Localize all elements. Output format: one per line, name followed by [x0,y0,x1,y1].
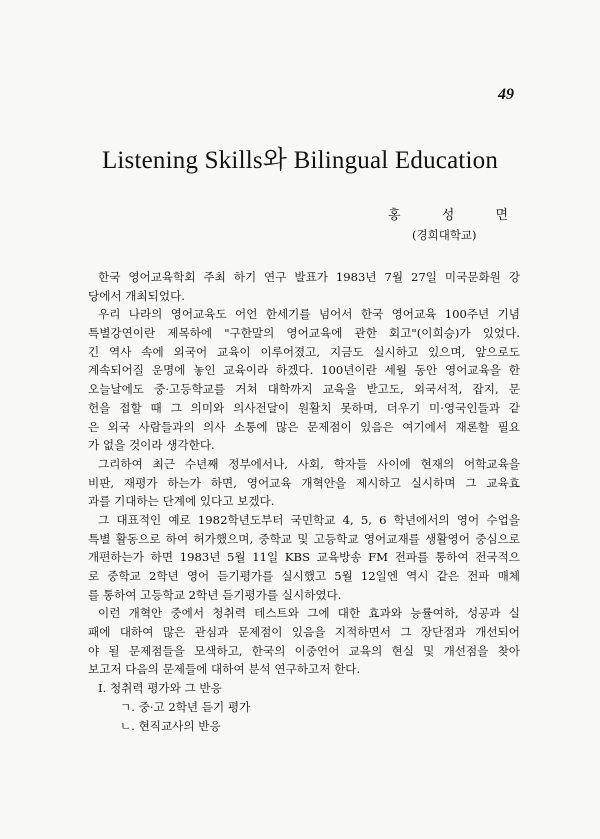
author-name [388,204,508,223]
article-title: Listening Skills와 Bilingual Education [101,147,499,174]
author-char: 성 [441,208,455,223]
outline-item: ㄱ. 중·고 2학년 듣기 평가 [120,699,251,714]
outline-item: I. 청취력 평가와 그 반응 [98,681,222,696]
text-line: 헌을 접할 때 그 의미와 의사전달이 원활치 못하며, 더우기 미·영국인들과 같 [88,400,520,415]
text-line: 비판, 재평가 하는가 하면, 영어교육 개혁안을 제시하고 실시하며 그 교육효 [88,475,520,490]
text-line: 은 외국 사람들과의 의사 소통에 많은 문제점이 있음은 여기에서 재론할 필요 [88,419,520,434]
body-text [88,268,520,735]
text-line: 보고저 다음의 문제들에 대하여 분석 연구하고저 한다. [88,662,361,677]
author-affiliation: (경희대학교) [412,228,477,242]
author-char: 면 [495,208,508,223]
text-line: 야 될 문제점들을 모색하고, 한국의 이중언어 교육의 현실 및 개선점을 찾아 [88,643,520,658]
outline-item: ㄴ. 현직교사의 반응 [120,718,221,733]
text-line: 특별강연이란 제목하에 "구한말의 영어교육에 관한 회고"(이희승)가 있었다. [88,326,520,341]
author-char: 홍 [388,208,401,223]
page-number: 49 [498,86,514,103]
text-line: 우리 나라의 영어교육도 어언 한세기를 넘어서 한국 영어교육 100주년 기념 [98,307,520,322]
text-line: 당에서 개최되었다. [88,288,185,303]
text-line: 과를 기대하는 단계에 있다고 보겠다. [88,494,275,509]
text-line: 그 대표적인 예로 1982학년도부터 국민학교 4, 5, 6 학년에서의 영어 수업을 [98,512,520,527]
text-line: 그리하여 최근 수년째 정부에서나, 사회, 학자들 사이에 현재의 어학교육을 [98,456,520,471]
text-line: 오늘날에도 중·고등학교를 거쳐 대학까지 교육을 받고도, 외국서적, 잡지, 문 [88,382,520,397]
text-line: 긴 역사 속에 외국어 교육이 이루어졌고, 지금도 실시하고 있으며, 앞으로도 [88,344,520,359]
text-line: 로 중학교 2학년 영어 듣기평가를 실시했고 5월 12일엔 역시 같은 전파 매체 [88,569,520,583]
text-line: 특별 활동으로 하여 허가했으며, 중학교 및 고등학교 영어교재를 생활영어 중심으로 [88,531,520,546]
text-line: 이런 개혁안 중에서 청취력 테스트와 그에 대한 효과와 능률여하, 성공과 실 [98,606,520,621]
text-line: 개편하는가 하면 1983년 5월 11일 KBS 교육방송 FM 전파를 통하여 전국적으 [88,550,520,565]
text-line: 가 없을 것이라 생각한다. [88,438,215,453]
text-line: 한국 영어교육학회 주최 하기 연구 발표가 1983년 7월 27일 미국문화원 강 [98,270,520,284]
text-line: 를 통하여 고등학교 2학년 듣기평가를 실시하였다. [88,587,342,602]
text-line: 계속되어질 운명에 놓인 교육이라 하겠다. 100년이란 세월 동안 영어교육을 한 [88,363,520,378]
text-line: 패에 대하여 많은 관심과 문제점이 있음을 지적하면서 그 장단점과 개선되어 [88,625,520,640]
